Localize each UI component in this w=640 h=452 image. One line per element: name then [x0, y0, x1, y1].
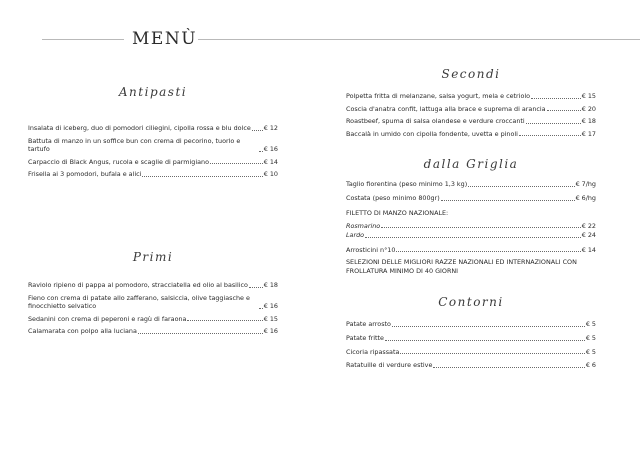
menu-item — [28, 294, 278, 311]
menu-item — [346, 117, 596, 126]
leader-dots — [259, 308, 263, 309]
item-name: Polpetta fritta di melanzane, salsa yogurt, mela e cetriolo — [346, 92, 531, 100]
section-title-antipasti: Antipasti — [118, 85, 188, 99]
item-name: Raviolo ripieno di pappa al pomodoro, stracciatella ed olio al basilico — [28, 280, 248, 289]
menu-title: MENÙ — [132, 29, 198, 49]
item-price: € 16 — [263, 145, 278, 154]
menu-item — [346, 92, 596, 101]
menu-item — [346, 194, 596, 203]
leader-dots — [210, 163, 263, 164]
item-price: € 6 — [585, 361, 596, 370]
leader-dots — [365, 237, 581, 238]
leader-dots — [392, 326, 585, 327]
section-title-secondi: Secondi — [441, 67, 501, 81]
section-antipasti — [28, 84, 278, 179]
menu-item — [346, 320, 596, 329]
section-griglia — [346, 156, 596, 276]
item-name: Patate fritte — [346, 333, 384, 342]
menu-item — [346, 361, 596, 370]
menu-item — [28, 158, 278, 167]
item-price: € 16 — [263, 327, 278, 336]
menu-item — [28, 327, 278, 336]
menu-item — [346, 246, 596, 255]
item-name: Arrosticini n°10 — [346, 245, 396, 254]
left-column — [28, 84, 278, 336]
item-name: Coscia d'anatra confit, lattuga alla brace e suprema di arancia — [346, 104, 546, 113]
item-name: Sedanini con crema di peperoni e ragù di faraona — [28, 314, 187, 323]
leader-dots — [526, 123, 581, 124]
item-price: € 16 — [263, 302, 278, 311]
leader-dots — [400, 353, 584, 354]
leader-dots — [381, 227, 581, 228]
leader-dots — [249, 287, 263, 288]
item-name: Costata (peso minimo 800gr) — [346, 193, 440, 202]
item-price: € 7/hg — [575, 180, 596, 189]
item-price: € 22 — [581, 221, 596, 230]
item-price: € 24 — [581, 231, 596, 240]
header-rule-right — [198, 39, 640, 40]
leader-dots — [187, 320, 262, 321]
item-name: Ratatuille di verdure estive — [346, 361, 433, 370]
leader-dots — [138, 333, 263, 334]
item-price: € 15 — [263, 314, 278, 323]
menu-item — [346, 180, 596, 189]
item-name: Taglio fiorentina (peso minimo 1,3 kg) — [346, 180, 468, 189]
item-price: € 10 — [263, 170, 278, 179]
item-name: Lardo — [346, 231, 365, 240]
section-secondi — [346, 66, 596, 138]
leader-dots — [468, 186, 574, 187]
leader-dots — [531, 98, 581, 99]
item-name: Carpaccio di Black Angus, rucola e scaglie di parmigiano — [28, 157, 210, 166]
item-price: € 5 — [585, 320, 596, 329]
item-price: € 18 — [581, 117, 596, 126]
menu-item — [28, 315, 278, 324]
leader-dots — [396, 251, 580, 252]
item-name: Roastbeef, spuma di salsa olandese e verdure croccanti — [346, 117, 525, 126]
item-price: € 14 — [581, 245, 596, 254]
griglia-note: SELEZIONI DELLE MIGLIORI RAZZE NAZIONALI ED INTERNAZIONALI CON FROLLATURA MINIMO DI 40 GIORNI — [346, 258, 577, 276]
section-title-contorni: Contorni — [438, 295, 504, 310]
item-price: € 12 — [263, 124, 278, 132]
filetto-label: FILETTO DI MANZO NAZIONALE: — [346, 208, 449, 217]
menu-item — [28, 124, 278, 133]
menu-header — [0, 28, 640, 52]
header-rule-left — [42, 39, 124, 40]
item-price: € 15 — [581, 92, 596, 100]
section-primi — [28, 249, 278, 336]
section-title-primi: Primi — [132, 249, 174, 264]
menu-item — [346, 231, 596, 240]
leader-dots — [142, 176, 262, 177]
item-name: Battuta di manzo in un soffice bun con crema di pecorino, tuorlo e tartufo — [28, 136, 241, 154]
item-name: Calamarata con polpo alla luciana — [28, 327, 137, 336]
item-name: Fieno con crema di patate allo zafferano, salsiccia, olive taggiasche e finocchietto selvatico — [28, 293, 250, 311]
menu-item — [28, 137, 278, 154]
item-name: Baccalà in umido con cipolla fondente, uvetta e pinoli — [346, 129, 518, 138]
item-price: € 6/hg — [575, 193, 596, 202]
leader-dots — [519, 135, 581, 136]
item-name: Patate arrosto — [346, 320, 391, 329]
item-price: € 5 — [585, 333, 596, 342]
menu-item — [346, 105, 596, 114]
leader-dots — [252, 130, 263, 131]
menu-item — [28, 170, 278, 179]
leader-dots — [433, 367, 584, 368]
item-name: Frisella ai 3 pomodori, bufala e alici — [28, 170, 142, 179]
menu-item — [346, 130, 596, 139]
leader-dots — [547, 110, 581, 111]
item-price: € 5 — [585, 347, 596, 356]
item-price: € 20 — [581, 104, 596, 113]
item-price: € 17 — [581, 129, 596, 138]
menu-item — [346, 348, 596, 357]
leader-dots — [259, 151, 263, 152]
leader-dots — [441, 200, 575, 201]
item-name: Cicoria ripassata — [346, 347, 400, 356]
leader-dots — [385, 340, 585, 341]
section-title-griglia: dalla Griglia — [423, 157, 519, 172]
menu-item — [28, 281, 278, 290]
item-name: Rosmarino — [346, 221, 381, 230]
item-price: € 18 — [263, 280, 278, 289]
right-column — [346, 66, 596, 370]
menu-item — [346, 334, 596, 343]
item-name: Insalata di iceberg, duo di pomodori ciliegini, cipolla rossa e blu dolce — [28, 124, 251, 132]
section-contorni — [346, 294, 596, 369]
item-price: € 14 — [263, 157, 278, 166]
menu-item — [346, 222, 596, 231]
